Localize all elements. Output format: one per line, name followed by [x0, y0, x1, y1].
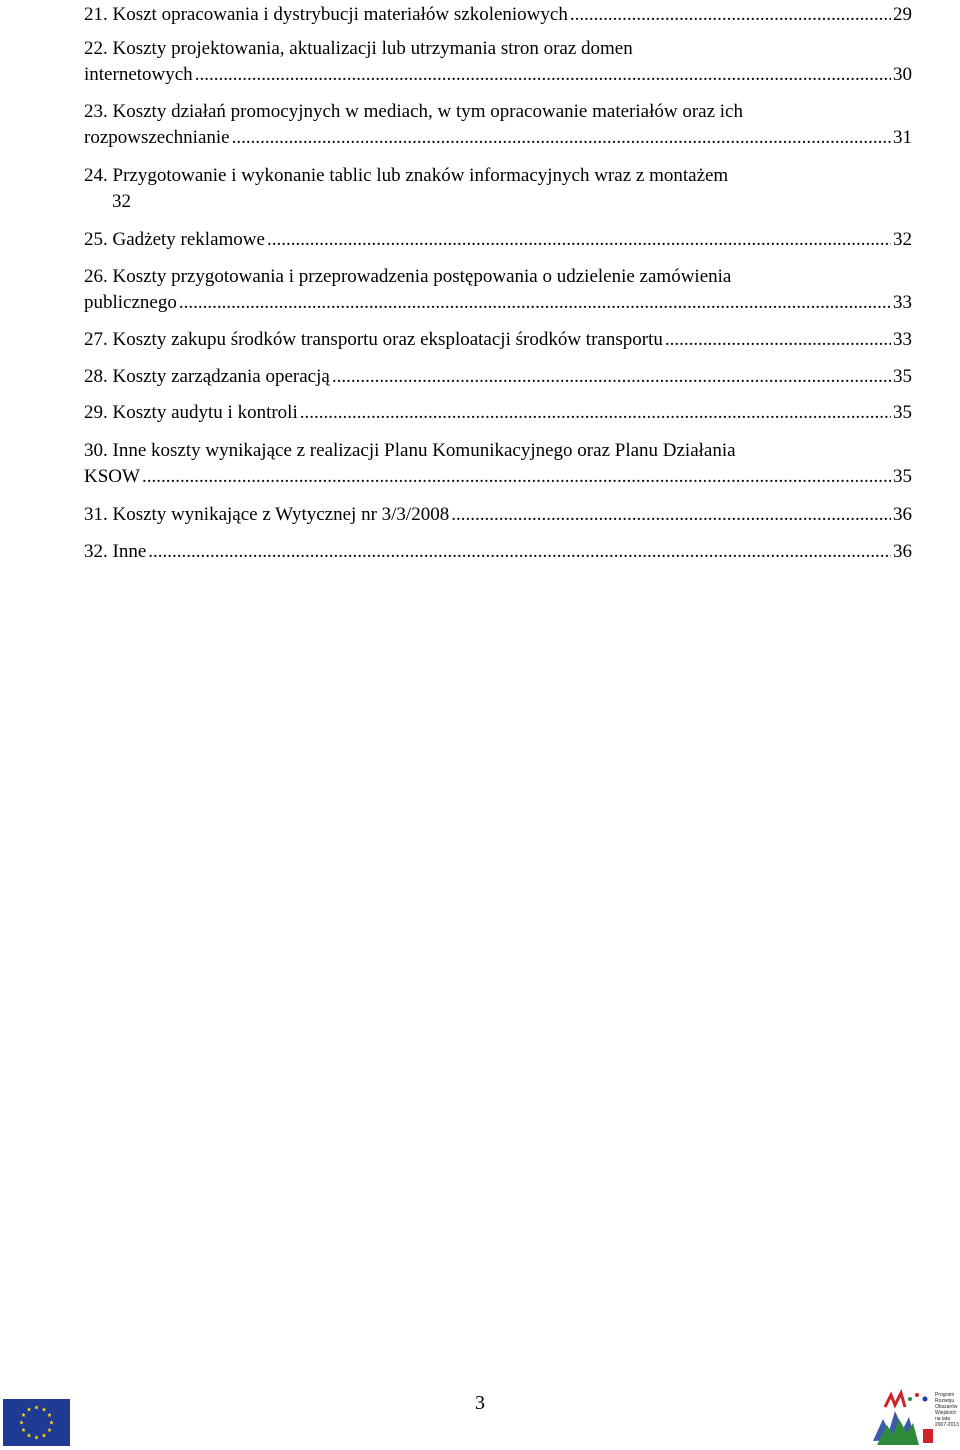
toc-dot-leader: [570, 2, 891, 28]
toc-dot-leader: [232, 125, 891, 151]
toc-entry-title: 31. Koszty wynikające z Wytycznej nr 3/3/2008: [84, 504, 450, 525]
toc-entry-title-cont: rozpowszechnianie: [84, 127, 230, 148]
logo-text-line: Wiejskich: [935, 1410, 957, 1416]
toc-entry-title: 21. Koszt opracowania i dystrybucji materiałów szkoleniowych: [84, 4, 568, 25]
toc-entry-page: 32: [112, 191, 131, 212]
toc-entry-page: 32: [893, 229, 912, 250]
toc-entry[interactable]: [84, 539, 912, 565]
toc-entry[interactable]: [84, 36, 912, 88]
toc-entry-title: 27. Koszty zakupu środków transportu oraz eksploatacji środków transportu: [84, 329, 663, 350]
toc-entry-title: 22. Koszty projektowania, aktualizacji lub utrzymania stron oraz domen: [84, 38, 633, 59]
toc-entry[interactable]: [84, 364, 912, 390]
toc-entry-title: 25. Gadżety reklamowe: [84, 229, 265, 250]
eu-flag-icon: [3, 1399, 70, 1446]
toc-entry[interactable]: [84, 502, 912, 528]
toc-dot-leader: [267, 227, 891, 253]
toc-entry-page: 35: [893, 366, 912, 387]
toc-entry-page: 29: [893, 4, 912, 25]
toc-entry[interactable]: [84, 438, 912, 490]
toc-entry-title: 30. Inne koszty wynikające z realizacji Planu Komunikacyjnego oraz Planu Działania: [84, 440, 736, 461]
toc-entry-title: 29. Koszty audytu i kontroli: [84, 402, 298, 423]
toc-entry[interactable]: [84, 227, 912, 253]
toc-dot-leader: [300, 400, 891, 426]
toc-entry[interactable]: [84, 163, 912, 215]
toc-entry[interactable]: [84, 2, 912, 28]
toc-entry-title: 23. Koszty działań promocyjnych w mediach, w tym opracowanie materiałów oraz ich: [84, 101, 743, 122]
logo-text-line: na lata 2007-2013: [935, 1416, 959, 1428]
toc-dot-leader: [332, 364, 891, 390]
toc-entry-page: 30: [893, 64, 912, 85]
toc-entry-page: 35: [893, 402, 912, 423]
logo-text-line: Obszarów: [935, 1404, 958, 1410]
toc-entry[interactable]: [84, 264, 912, 316]
toc-dot-leader: [195, 62, 891, 88]
toc-entry[interactable]: [84, 327, 912, 353]
toc-entry-page: 36: [893, 541, 912, 562]
toc-entry-page: 33: [893, 329, 912, 350]
toc-dot-leader: [148, 539, 891, 565]
ksow-logo-text: [935, 1392, 960, 1428]
toc-entry[interactable]: [84, 400, 912, 426]
toc-entry-title: 24. Przygotowanie i wykonanie tablic lub znaków informacyjnych wraz z montażem: [84, 165, 729, 186]
toc-dot-leader: [179, 290, 891, 316]
logo-text-line: Rozwoju: [935, 1398, 955, 1404]
toc-entry-title-cont: publicznego: [84, 292, 177, 313]
toc-entry-title: 26. Koszty przygotowania i przeprowadzenia postępowania o udzielenie zamówienia: [84, 266, 732, 287]
toc-entry-title-cont: internetowych: [84, 64, 193, 85]
toc-entry-title-cont: KSOW: [84, 466, 140, 487]
toc-entry-page: 31: [893, 127, 912, 148]
toc-dot-leader: [142, 464, 891, 490]
page-number: 3: [475, 1392, 485, 1414]
toc-entry[interactable]: [84, 99, 912, 151]
toc-entry-page: 33: [893, 292, 912, 313]
toc-entry-title: 32. Inne: [84, 541, 147, 562]
toc-dot-leader: [451, 502, 891, 528]
toc-entry-page: 35: [893, 466, 912, 487]
toc-entry-page: 36: [893, 504, 912, 525]
logo-text-line: Program: [935, 1392, 955, 1398]
toc-dot-leader: [665, 327, 891, 353]
toc-entry-title: 28. Koszty zarządzania operacją: [84, 366, 330, 387]
